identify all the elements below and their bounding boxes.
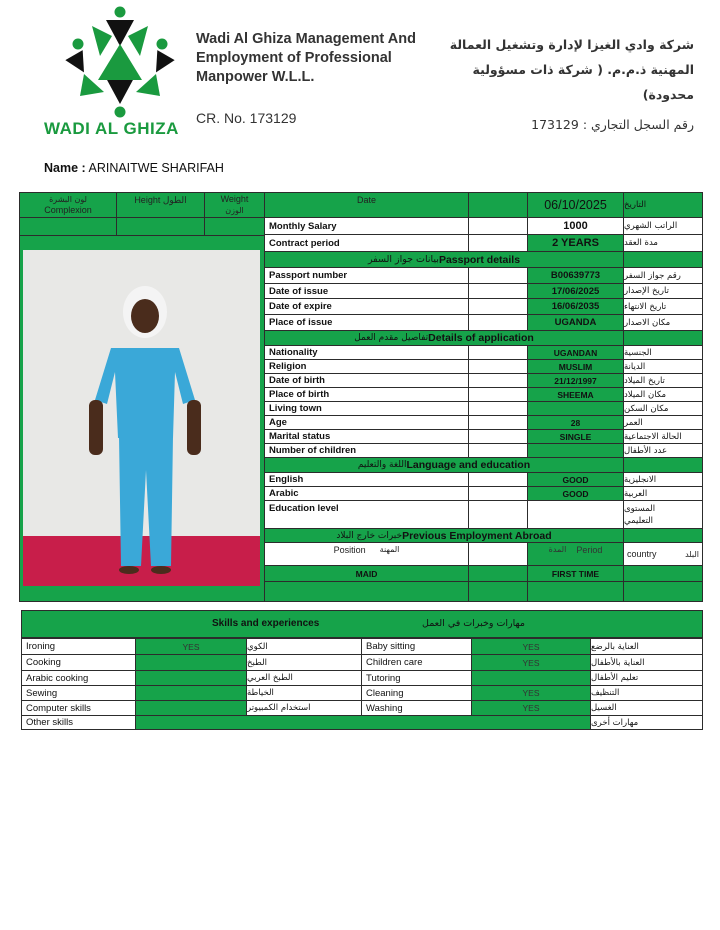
skills-header [21, 610, 703, 638]
education-ar-line: المستوى [624, 503, 656, 514]
skill-ar: الطبخ العربي [246, 670, 362, 686]
skill-value [135, 670, 247, 686]
arabic-ar: العربية [623, 486, 703, 501]
other-skills-value [135, 715, 591, 730]
age-label: Age [264, 415, 469, 430]
skill-label: Children care [361, 654, 472, 671]
skill-label: Cooking [21, 654, 136, 671]
nationality-value: UGANDAN [527, 345, 624, 360]
skill-label: Sewing [21, 685, 136, 701]
photo-frame [19, 235, 265, 602]
religion-value: MUSLIM [527, 359, 624, 374]
children-ar: عدد الأطفال [623, 443, 703, 458]
place-of-issue-label: Place of issue [264, 314, 469, 331]
passport-header-end [623, 251, 703, 268]
country-header [623, 542, 703, 566]
position-en: Position [333, 545, 366, 555]
skill-ar: الكوي [246, 638, 362, 655]
candidate-name-row [44, 161, 224, 175]
arabic-value: GOOD [527, 486, 624, 501]
living-town-ar: مكان السكن [623, 401, 703, 416]
place-of-issue-value: UGANDA [527, 314, 624, 331]
skill-value: YES [471, 700, 591, 716]
skill-label: Washing [361, 700, 472, 716]
marital-status-label: Marital status [264, 429, 469, 444]
living-town-spacer [468, 401, 528, 416]
date-of-birth-label: Date of birth [264, 373, 469, 388]
living-town-label: Living town [264, 401, 469, 416]
date-of-birth-spacer [468, 373, 528, 388]
arabic-spacer [468, 486, 528, 501]
height-header: Height الطول [116, 192, 205, 218]
employment-spacer [468, 565, 528, 582]
skill-ar: العناية بالأطفال [590, 654, 703, 671]
cr-number-ar: رقم السجل التجاري : 173129 [531, 117, 694, 132]
contract-period-value: 2 YEARS [527, 234, 624, 252]
company-logo [40, 4, 198, 140]
employment-header-ar: خبرات خارج البلاد [336, 530, 403, 541]
employment-header-en: Previous Employment Abroad [402, 529, 552, 542]
skill-ar: استخدام الكمبيوتر [246, 700, 362, 716]
name-label: Name : [44, 161, 86, 175]
date-label: Date [264, 192, 469, 218]
age-ar: العمر [623, 415, 703, 430]
passport-header-en: Passport details [438, 253, 521, 266]
other-skills-label: Other skills [21, 715, 136, 730]
skill-value: YES [135, 638, 247, 655]
logo-text: WADI AL GHIZA [44, 119, 179, 138]
period-en: Period [576, 545, 603, 555]
contract-period-ar: مدة العقد [623, 234, 703, 252]
skill-label: Ironing [21, 638, 136, 655]
company-name-line: Employment of Professional [196, 50, 392, 66]
candidate-photo [23, 250, 260, 586]
employment-blank-4 [623, 581, 703, 602]
weight-ar: الوزن [225, 206, 244, 215]
skills-header-en: Skills and experiences [212, 618, 320, 629]
position-ar: المهنة [379, 545, 400, 554]
passport-number-label: Passport number [264, 267, 469, 284]
place-of-issue-ar: مكان الاصدار [623, 314, 703, 331]
marital-status-ar: الحالة الاجتماعية [623, 429, 703, 444]
language-header-en: Language and education [406, 459, 531, 471]
salary-ar: الراتب الشهري [623, 217, 703, 235]
arabic-label: Arabic [264, 486, 469, 501]
salary-spacer [468, 217, 528, 235]
date-of-birth-value: 21/12/1997 [527, 373, 624, 388]
issue-date-value: 17/06/2025 [527, 283, 624, 299]
issue-date-spacer [468, 283, 528, 299]
education-spacer [468, 500, 528, 529]
employment-period-value: FIRST TIME [527, 565, 624, 582]
position-header [264, 542, 469, 566]
nationality-label: Nationality [264, 345, 469, 360]
date-ar: التاريخ [623, 192, 703, 218]
employment-blank-2 [468, 581, 528, 602]
language-header-end [623, 457, 703, 473]
expire-date-spacer [468, 298, 528, 315]
place-of-birth-value: SHEEMA [527, 387, 624, 402]
position-spacer [468, 542, 528, 566]
country-ar: البلد [685, 549, 699, 559]
employment-header-end [623, 528, 703, 543]
weight-header [204, 192, 265, 218]
skill-label: Cleaning [361, 685, 472, 701]
place-of-birth-ar: مكان الميلاد [623, 387, 703, 402]
company-name-line: Manpower W.L.L. [196, 69, 315, 85]
contract-period-spacer [468, 234, 528, 252]
religion-spacer [468, 359, 528, 374]
period-header [527, 542, 624, 566]
complexion-header [19, 192, 117, 218]
application-section-header [264, 330, 624, 346]
country-en: country [627, 549, 657, 559]
skills-header-ar: مهارات وخبرات في العمل [422, 618, 526, 629]
expire-date-ar: تاريخ الانتهاء [623, 298, 703, 315]
application-header-end [623, 330, 703, 346]
passport-section-header [264, 251, 624, 268]
skill-label: Arabic cooking [21, 670, 136, 686]
skill-value [135, 685, 247, 701]
employment-blank-1 [264, 581, 469, 602]
company-name-ar-line: المهنية ذ.م.م. ( شركة ذات مسؤولية [472, 62, 694, 77]
skill-ar: التنظيف [590, 685, 703, 701]
complexion-value [19, 217, 117, 236]
skill-value: YES [471, 638, 591, 655]
issue-date-ar: تاريخ الإصدار [623, 283, 703, 299]
skill-ar: الغسيل [590, 700, 703, 716]
children-spacer [468, 443, 528, 458]
skill-ar: تعليم الأطفال [590, 670, 703, 686]
issue-date-label: Date of issue [264, 283, 469, 299]
place-of-birth-spacer [468, 387, 528, 402]
passport-number-ar: رقم جواز السفر [623, 267, 703, 284]
person-silhouette-icon [23, 250, 260, 586]
height-value [116, 217, 205, 236]
complexion-ar: لون البشرة [49, 195, 87, 204]
skill-value [471, 670, 591, 686]
education-label: Education level [264, 500, 469, 529]
education-ar [623, 500, 703, 529]
expire-date-value: 16/06/2035 [527, 298, 624, 315]
education-value [527, 500, 624, 529]
skill-value [135, 700, 247, 716]
skill-label: Tutoring [361, 670, 472, 686]
passport-number-value: B00639773 [527, 267, 624, 284]
skill-label: Baby sitting [361, 638, 472, 655]
marital-status-value: SINGLE [527, 429, 624, 444]
date-of-birth-ar: تاريخ الميلاد [623, 373, 703, 388]
nationality-spacer [468, 345, 528, 360]
date-value: 06/10/2025 [527, 192, 624, 218]
expire-date-label: Date of expire [264, 298, 469, 315]
education-ar-line: التعليمي [624, 515, 653, 526]
contract-period-label: Contract period [264, 234, 469, 252]
english-label: English [264, 472, 469, 487]
employment-section-header [264, 528, 624, 543]
passport-number-spacer [468, 267, 528, 284]
company-name-ar-line: شركة وادي الغيزا لإدارة وتشغيل العمالة [449, 37, 694, 52]
skill-label: Computer skills [21, 700, 136, 716]
skill-value: YES [471, 685, 591, 701]
company-name-ar-line: محدودة) [642, 87, 694, 102]
english-ar: الانجليزية [623, 472, 703, 487]
other-skills-ar: مهارات أخرى [590, 715, 703, 730]
candidate-name: ARINAITWE SHARIFAH [88, 161, 224, 175]
age-spacer [468, 415, 528, 430]
company-name-en [196, 30, 416, 87]
application-header-ar: تفاصيل مقدم العمل [354, 333, 429, 343]
place-of-birth-label: Place of birth [264, 387, 469, 402]
complexion-en: Complexion [44, 205, 92, 215]
salary-label: Monthly Salary [264, 217, 469, 235]
passport-header-ar: بيانات جواز السفر [367, 254, 439, 265]
employment-position-value: MAID [264, 565, 469, 582]
employment-blank-3 [527, 581, 624, 602]
religion-ar: الديانة [623, 359, 703, 374]
nationality-ar: الجنسية [623, 345, 703, 360]
living-town-value [527, 401, 624, 416]
employment-country-value [623, 565, 703, 582]
children-value [527, 443, 624, 458]
children-label: Number of children [264, 443, 469, 458]
skill-value: YES [471, 654, 591, 671]
cr-number-en: CR. No. 173129 [196, 110, 297, 126]
marital-status-spacer [468, 429, 528, 444]
language-header-ar: اللغة والتعليم [357, 460, 407, 470]
skill-value [135, 654, 247, 671]
religion-label: Religion [264, 359, 469, 374]
skill-ar: العناية بالرضع [590, 638, 703, 655]
skill-ar: الطبخ [246, 654, 362, 671]
weight-en: Weight [220, 194, 249, 204]
date-spacer [468, 192, 528, 218]
weight-value [204, 217, 265, 236]
skill-ar: الخياطة [246, 685, 362, 701]
salary-value: 1000 [527, 217, 624, 235]
period-ar: المدة [548, 545, 567, 554]
language-section-header [264, 457, 624, 473]
english-value: GOOD [527, 472, 624, 487]
english-spacer [468, 472, 528, 487]
company-name-ar [434, 32, 694, 107]
age-value: 28 [527, 415, 624, 430]
place-of-issue-spacer [468, 314, 528, 331]
company-name-line: Wadi Al Ghiza Management And [196, 31, 416, 47]
application-header-en: Details of application [428, 332, 534, 344]
